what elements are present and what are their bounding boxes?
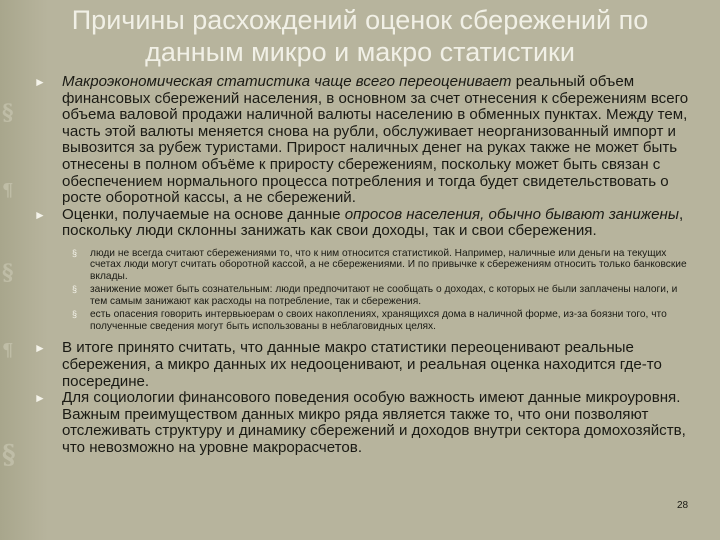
slide-title bbox=[40, 4, 680, 68]
sub-bullet-text: занижение может быть сознательным: люди предпочитают не сообщать о доходах, с которых не были заплачены налоги, и тем самым занижают как расходы на потребление, так и сбережения. bbox=[90, 284, 678, 307]
sub-bullet-item bbox=[62, 248, 690, 283]
bullet-italic-text: опросов населения, обычно бывают занижены bbox=[344, 205, 679, 223]
decorative-glyph: ¶ bbox=[2, 340, 14, 361]
arrow-right-icon: ► bbox=[34, 341, 46, 356]
slide-content bbox=[30, 74, 690, 457]
square-bullet-icon: § bbox=[72, 247, 78, 258]
decorative-glyph: ¶ bbox=[2, 180, 14, 201]
arrow-right-icon: ► bbox=[34, 391, 46, 406]
bullet-micro-level bbox=[30, 390, 690, 456]
bullet-conclusion bbox=[30, 340, 690, 390]
bullet-survey-estimates bbox=[30, 207, 690, 240]
sub-bullet-item bbox=[62, 284, 690, 307]
decorative-glyph: § bbox=[2, 100, 14, 126]
sub-bullet-list bbox=[62, 248, 690, 333]
page-number: 28 bbox=[677, 500, 689, 511]
decorative-glyph: § bbox=[2, 260, 14, 286]
bullet-macro-statistics bbox=[30, 74, 690, 207]
square-bullet-icon: § bbox=[72, 309, 78, 320]
sub-bullet-item bbox=[62, 309, 690, 332]
bullet-text: Оценки, получаемые на основе данные bbox=[62, 205, 345, 223]
decorative-glyph: § bbox=[2, 440, 16, 470]
bullet-text: В итоге принято считать, что данные макро статистики переоценивают реальные сбережения, а микро данных их недооценивают, и реальная оценка находится где-то посередине. bbox=[62, 339, 662, 390]
bullet-text: Для социологии финансового поведения особую важность имеют данные микроуровня. Важным преимуществом данных микро ряда является также то, что они позволяют отслеживать структуру и динамику сбережений и доходов внутри сектора домохозяйств, что невозможно на уровне макрорасчетов. bbox=[62, 389, 686, 456]
sub-bullet-text: есть опасения говорить интервьюерам о своих накоплениях, хранящихся дома в наличной форме, из-за боязни того, что полученные сведения могут быть использованы в неблаговидных целях. bbox=[90, 309, 667, 332]
sub-bullet-text: люди не всегда считают сбережениями то, что к ним относится статистикой. Например, наличные или деньги на текущих счетах люди могут считать оборотной кассой, а не сбережениями. И по привычке к сбережениям относить только банковские вклады. bbox=[90, 247, 687, 282]
title-line-1: Причины расхождений оценок сбережений по bbox=[71, 5, 649, 35]
arrow-right-icon: ► bbox=[34, 207, 46, 222]
bullet-italic-text: Макроэкономическая статистика чаще всего переоценивает bbox=[62, 73, 512, 90]
square-bullet-icon: § bbox=[72, 284, 78, 295]
arrow-right-icon: ► bbox=[34, 75, 46, 89]
bullet-text: , поскольку люди склонны занижать как свои доходы, так и свои сбережения. bbox=[62, 205, 684, 240]
title-line-2: данным микро и макро статистики bbox=[145, 37, 575, 67]
bullet-text: реальный объем финансовых сбережений населения, в основном за счет отнесения к сбережениям всего объема валовой продажи наличной валюты населению в обменных пунктах. Между тем, часть этой валюты меняется снова на рубли, обслуживает неорганизованный импорт и вывозится за рубеж туристами. Прирост наличных денег на руках также не может быть отнесены в полном объёме к приросту сбережениям, поскольку может быть связан с обеспечением нормального процесса потребления и тогда будет свидетельствовать о росте оборотной кассы, а не сбережений. bbox=[62, 73, 689, 207]
